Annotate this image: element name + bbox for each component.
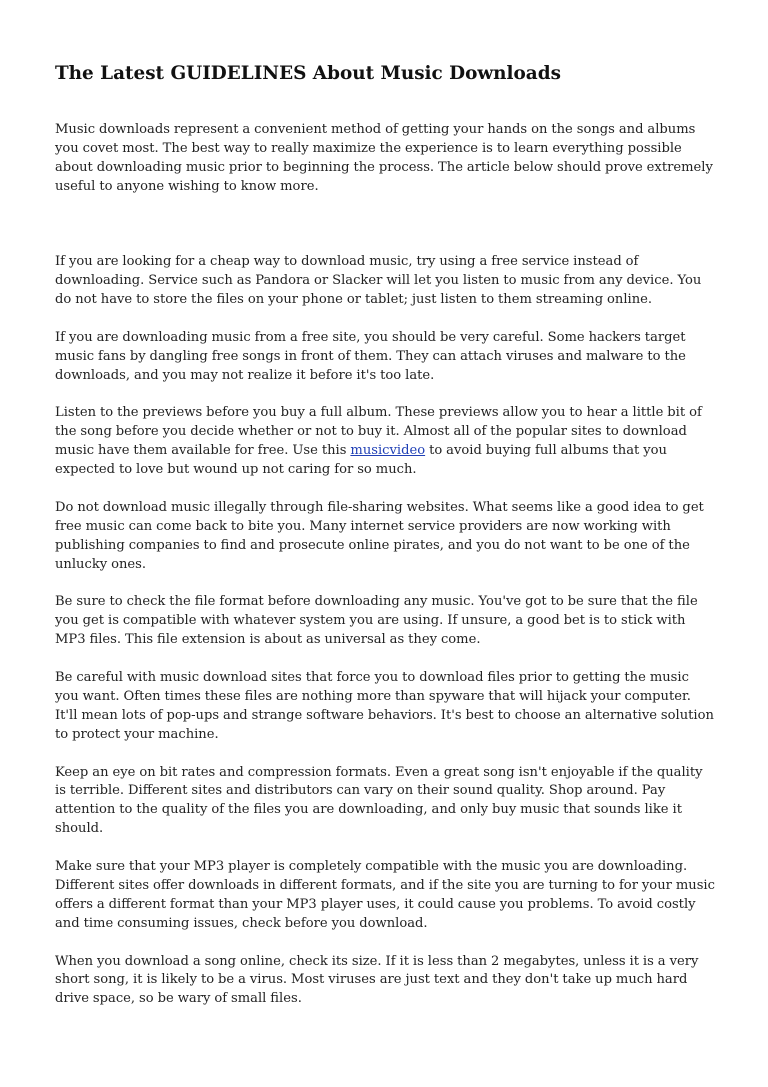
paragraph-free-site-caution: If you are downloading music from a free site, you should be very careful. Some hackers target music fans by dangling free songs in front of them. They can attach viruses and malware to the downloads, and you may not realize it before it's too late. bbox=[55, 329, 686, 383]
page-title: The Latest GUIDELINES About Music Downloads bbox=[55, 63, 561, 84]
previews-text-before: Listen to the previews before you buy a full album. These previews allow you to hear a little bit of the song before you decide whether or not to buy it. Almost all of the popular sites to download music have them available for free. Use this bbox=[55, 405, 702, 459]
paragraph-previews bbox=[55, 404, 716, 480]
intro-paragraph: Music downloads represent a convenient method of getting your hands on the songs and albums you covet most. The best way to really maximize the experience is to learn everything possible about downloading music prior to beginning the process. The article below should prove extremely useful to anyone wishing to know more. bbox=[55, 122, 713, 194]
paragraph-mp3-compatibility: Make sure that your MP3 player is completely compatible with the music you are downloading. Different sites offer downloads in different formats, and if the site you are turning to for your music offers a different format than your MP3 player uses, it could cause you problems. To avoid costly and time consuming issues, check before you download. bbox=[55, 859, 715, 931]
musicvideo-link[interactable]: musicvideo bbox=[350, 443, 426, 459]
previews-text-after: to avoid buying full albums that you expected to love but wound up not caring for so much. bbox=[55, 443, 667, 478]
paragraph-file-format: Be sure to check the file format before downloading any music. You've got to be sure that the file you get is compatible with whatever system you are using. If unsure, a good bet is to stick with MP3 files. This file extension is about as universal as they come. bbox=[55, 594, 698, 648]
paragraph-forced-downloads: Be careful with music download sites that force you to download files prior to getting the music you want. Often times these files are nothing more than spyware that will hijack your computer. It'll mean lots of pop-ups and strange software behaviors. It's best to choose an alternative solution to protect your machine. bbox=[55, 669, 714, 742]
paragraph-illegal-downloads: Do not download music illegally through file-sharing websites. What seems like a good idea to get free music can come back to bite you. Many internet service providers are now working with publishing companies to find and prosecute online pirates, and you do not want to be one of the unlucky ones. bbox=[55, 499, 704, 572]
paragraph-bit-rates: Keep an eye on bit rates and compression formats. Even a great song isn't enjoyable if the quality is terrible. Different sites and distributors can vary on their sound quality. Shop around. Pay attention to the quality of the files you are downloading, and only buy music that sounds like it should. bbox=[55, 764, 703, 837]
paragraph-file-size: When you download a song online, check its size. If it is less than 2 megabytes, unless it is a very short song, it is likely to be a virus. Most viruses are just text and they don't take up much hard drive space, so be wary of small files. bbox=[55, 953, 699, 1007]
paragraph-cheap-service: If you are looking for a cheap way to download music, try using a free service instead of downloading. Service such as Pandora or Slacker will let you listen to music from any device. You do not have to store the files on your phone or tablet; just listen to them streaming online. bbox=[55, 254, 702, 307]
